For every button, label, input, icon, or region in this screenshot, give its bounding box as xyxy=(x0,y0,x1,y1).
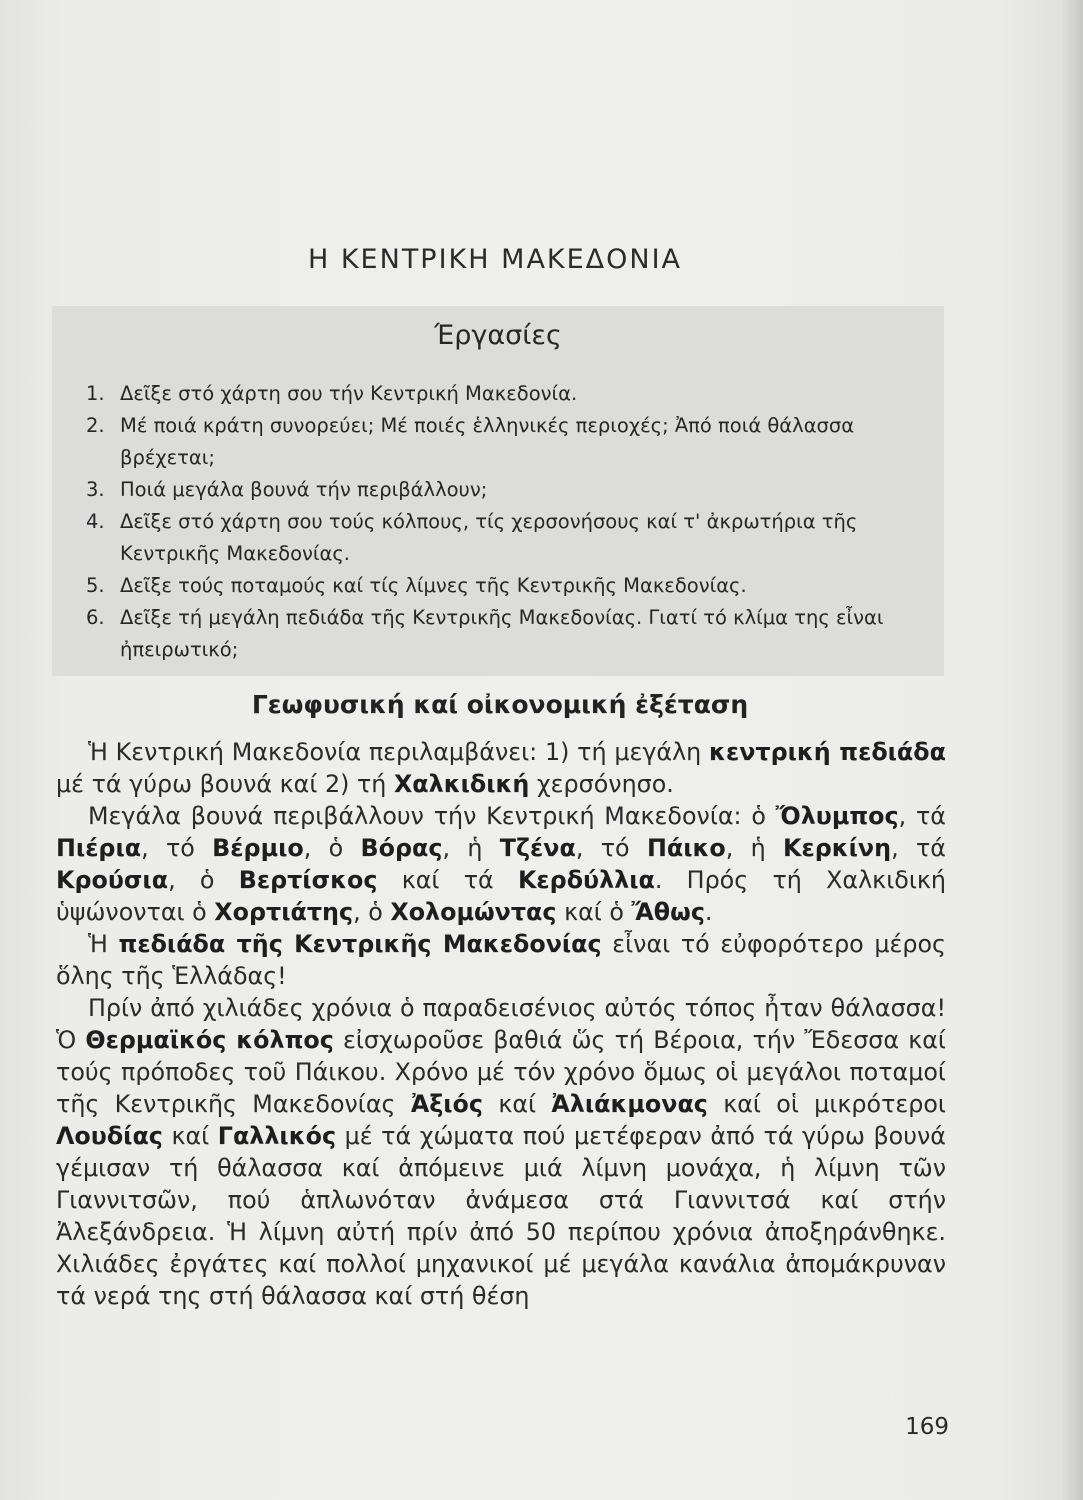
text-run: Ἡ xyxy=(88,930,119,958)
exercise-text: Δεῖξε τή μεγάλη πεδιάδα τῆς Κεντρικῆς Μακεδονίας. Γιατί τό κλίμα της εἶναι ἠπειρωτικό; xyxy=(120,606,884,661)
bold-term: Λουδίας xyxy=(56,1122,163,1150)
text-run: , ἡ xyxy=(725,834,784,862)
bold-term: Χολομώντας xyxy=(390,898,557,926)
exercise-number: 6. xyxy=(86,606,105,629)
text-run: εἰσχωροῦσε βαθιά ὥς τή Βέροια, τήν Ἔδεσσα καί τούς πρόποδες τοῦ Πάικου. Χρόνο μέ τόν χρόνο ὅμως οἱ μεγάλοι ποταμοί τῆς Κεντρικῆς Μακεδονίας xyxy=(56,1026,946,1118)
exercise-text: Δεῖξε στό χάρτη σου τούς κόλπους, τίς χερσονήσους καί τ' ἀκρωτήρια τῆς Κεντρικῆς Μακεδονίας. xyxy=(120,510,858,565)
text-run: , ὁ xyxy=(168,866,239,894)
exercise-number: 2. xyxy=(86,414,105,437)
bold-term: Ἄθως xyxy=(631,898,705,926)
bold-term: κεντρική πεδιάδα xyxy=(709,738,946,766)
page-number: 169 xyxy=(905,1414,949,1440)
text-run: , τό xyxy=(141,834,213,862)
bold-term: Θερμαϊκός κόλπος xyxy=(85,1026,334,1054)
exercise-number: 4. xyxy=(86,510,105,533)
body-text xyxy=(56,736,946,1312)
bold-term: Ἀξιός xyxy=(410,1090,484,1118)
paragraph xyxy=(56,800,946,928)
text-run: καί τά xyxy=(377,866,518,894)
bold-term: Γαλλικός xyxy=(217,1122,337,1150)
text-run: καί οἱ μικρότεροι xyxy=(707,1090,946,1118)
text-run: , τό xyxy=(575,834,647,862)
text-run: , ὁ xyxy=(303,834,361,862)
exercise-item xyxy=(86,474,926,506)
bold-term: Βερτίσκος xyxy=(238,866,378,894)
text-run: εἶναι τό εὐφορότερο μέρος ὅλης τῆς Ἑλλάδας! xyxy=(56,930,946,990)
text-run: Πρίν ἀπό χιλιάδες χρόνια ὁ παραδεισένιος αὐτός τόπος ἦταν θάλασσα! Ὁ xyxy=(56,994,946,1054)
exercises-list xyxy=(86,378,926,666)
bold-term: Ὄλυμπος xyxy=(775,802,899,830)
text-run: . Πρός τή Χαλκιδική ὑψώνονται ὁ xyxy=(56,866,946,926)
text-run: καί xyxy=(483,1090,552,1118)
bold-term: Χορτιάτης xyxy=(214,898,354,926)
exercise-item xyxy=(86,506,926,570)
exercise-text: Μέ ποιά κράτη συνορεύει; Μέ ποιές ἑλληνικές περιοχές; Ἀπό ποιά θάλασσα βρέχεται; xyxy=(120,414,855,469)
text-run: καί ὁ xyxy=(556,898,632,926)
exercise-text: Δεῖξε στό χάρτη σου τήν Κεντρική Μακεδονία. xyxy=(120,382,578,405)
bold-term: Ἀλιάκμονας xyxy=(551,1090,708,1118)
text-run: Ἡ Κεντρική Μακεδονία περιλαμβάνει: 1) τή μεγάλη xyxy=(88,738,710,766)
bold-term: Κερκίνη xyxy=(783,834,892,862)
text-run: , τά xyxy=(898,802,946,830)
text-run: , τά xyxy=(891,834,946,862)
exercise-item xyxy=(86,570,926,602)
bold-term: Πιέρια xyxy=(56,834,142,862)
paragraph xyxy=(56,736,946,800)
text-run: μέ τά χώματα πού μετέφεραν ἀπό τά γύρω βουνά γέμισαν τή θάλασσα καί ἀπόμεινε μιά λίμνη μονάχα, ἡ λίμνη τῶν Γιαννιτσῶν, πού ἁπλωνόταν ἀνάμεσα στά Γιαννιτσά καί στήν Ἀλεξάνδρεια. Ἡ λίμνη αὐτή πρίν ἀπό 50 περίπου χρόνια ἀποξηράνθηκε. Χιλιάδες ἐργάτες καί πολλοί μηχανικοί μέ μεγάλα κανάλια ἀπομάκρυναν τά νερά της στή θάλασσα καί στή θέση xyxy=(56,1122,946,1310)
bold-term: Βέρμιο xyxy=(212,834,304,862)
bold-term: πεδιάδα τῆς Κεντρικῆς Μακεδονίας xyxy=(118,930,602,958)
bold-term: Κερδύλλια xyxy=(517,866,655,894)
paragraph xyxy=(56,992,946,1312)
bold-term: Κρούσια xyxy=(56,866,169,894)
exercise-number: 3. xyxy=(86,478,105,501)
text-run: . xyxy=(704,898,713,926)
exercise-number: 1. xyxy=(86,382,105,405)
exercise-item xyxy=(86,378,926,410)
text-run: , ὁ xyxy=(353,898,391,926)
exercises-heading: Έργασίες xyxy=(434,320,562,351)
text-run: καί xyxy=(162,1122,218,1150)
page-edge-shadow xyxy=(1061,0,1083,1500)
paragraph xyxy=(56,928,946,992)
bold-term: Τζένα xyxy=(499,834,576,862)
text-run: Μεγάλα βουνά περιβάλλουν τήν Κεντρική Μακεδονία: ὁ xyxy=(88,802,776,830)
text-run: μέ τά γύρω βουνά καί 2) τή xyxy=(56,770,394,798)
page-title: Η ΚΕΝΤΡΙΚΗ ΜΑΚΕΔΟΝΙΑ xyxy=(307,244,683,275)
exercises-box xyxy=(52,306,944,676)
exercise-number: 5. xyxy=(86,574,105,597)
text-run: χερσόνησο. xyxy=(529,770,674,798)
exercise-item xyxy=(86,602,926,666)
text-run: , ἡ xyxy=(442,834,500,862)
bold-term: Πάικο xyxy=(646,834,726,862)
bold-term: Χαλκιδική xyxy=(393,770,530,798)
bold-term: Βόρας xyxy=(360,834,443,862)
section-heading: Γεωφυσική καί οἰκονομική ἐξέταση xyxy=(251,690,749,719)
exercise-item xyxy=(86,410,926,474)
exercise-text: Δεῖξε τούς ποταμούς καί τίς λίμνες τῆς Κεντρικῆς Μακεδονίας. xyxy=(120,574,747,597)
exercise-text: Ποιά μεγάλα βουνά τήν περιβάλλουν; xyxy=(120,478,488,501)
